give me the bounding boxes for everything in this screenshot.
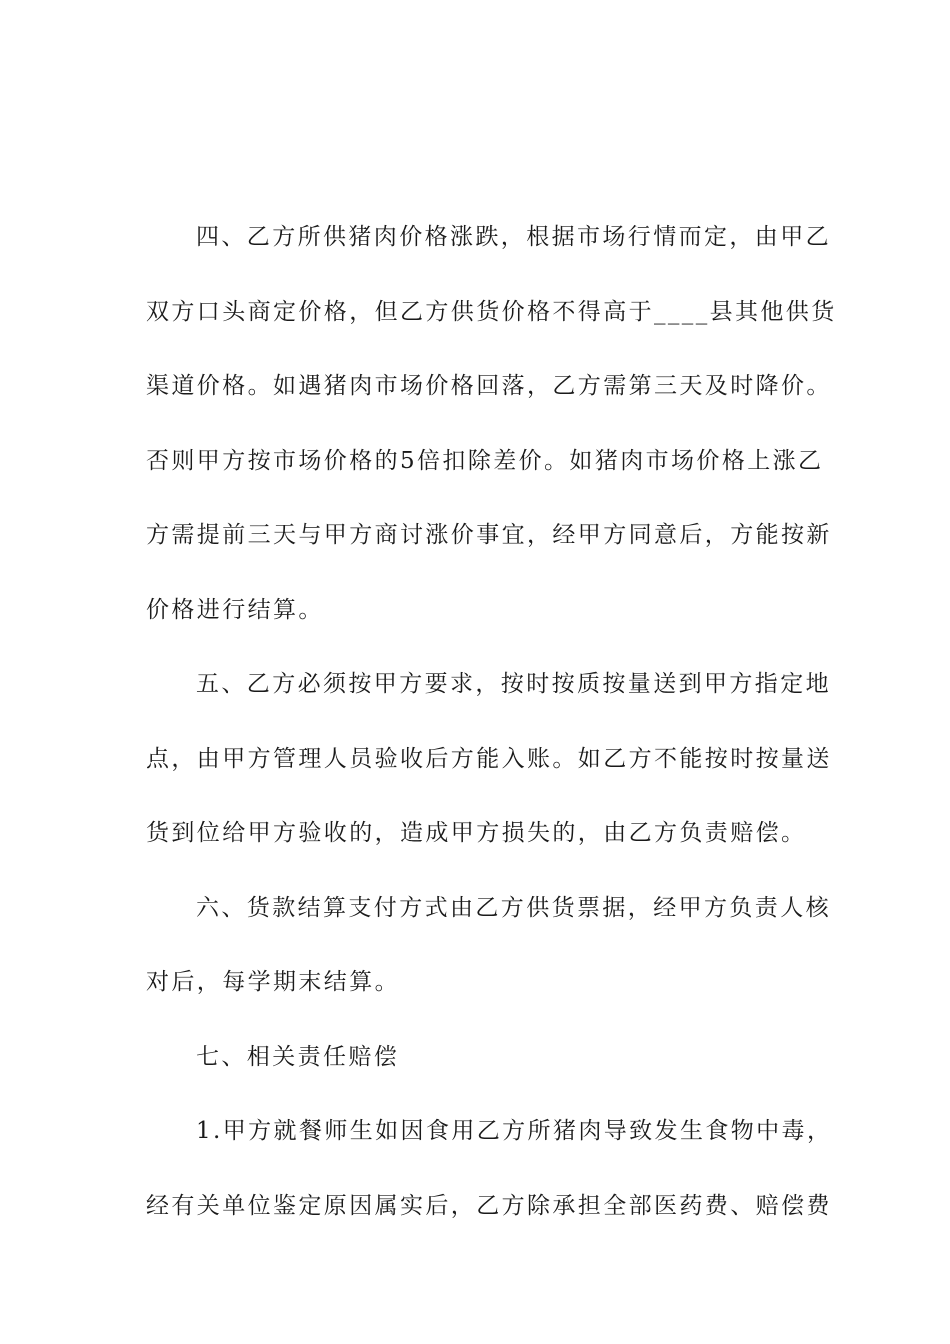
text-line: 七、相关责任赔偿	[196, 1043, 400, 1070]
paragraph-clause-5	[146, 647, 832, 871]
paragraph-clause-4	[146, 200, 837, 647]
text-line: 六、货款结算支付方式由乙方供货票据，经甲方负责人核	[196, 894, 831, 921]
paragraph-clause-7-heading	[146, 1020, 806, 1095]
text-line: 经有关单位鉴定原因属实后，乙方除承担全部医药费、赔偿费	[146, 1192, 832, 1219]
text-line: 四、乙方所供猪肉价格涨跌，根据市场行情而定，由甲乙	[196, 224, 831, 250]
text-line: 货到位给甲方验收的，造成甲方损失的，由乙方负责赔偿。	[146, 820, 807, 846]
text-line: 五、乙方必须按甲方要求，按时按质按量送到甲方指定地	[196, 671, 831, 697]
paragraph-clause-7-1	[146, 1094, 833, 1243]
text-line: 1.甲方就餐师生如因食用乙方所猪肉导致发生食物中毒，	[196, 1118, 833, 1144]
document-body	[146, 200, 837, 1243]
text-line: 否则甲方按市场价格的5倍扣除差价。如猪肉市场价格上涨乙	[146, 447, 824, 474]
text-line: 对后，每学期末结算。	[146, 969, 400, 995]
text-line: 渠道价格。如遇猪肉市场价格回落，乙方需第三天及时降价。	[146, 373, 832, 399]
text-line: 双方口头商定价格，但乙方供货价格不得高于____县其他供货	[146, 298, 837, 325]
text-line: 价格进行结算。	[146, 596, 324, 623]
text-line: 方需提前三天与甲方商讨涨价事宜，经甲方同意后，方能按新	[146, 522, 832, 548]
text-line: 点，由甲方管理人员验收后方能入账。如乙方不能按时按量送	[146, 745, 832, 772]
paragraph-clause-6	[146, 871, 831, 1020]
